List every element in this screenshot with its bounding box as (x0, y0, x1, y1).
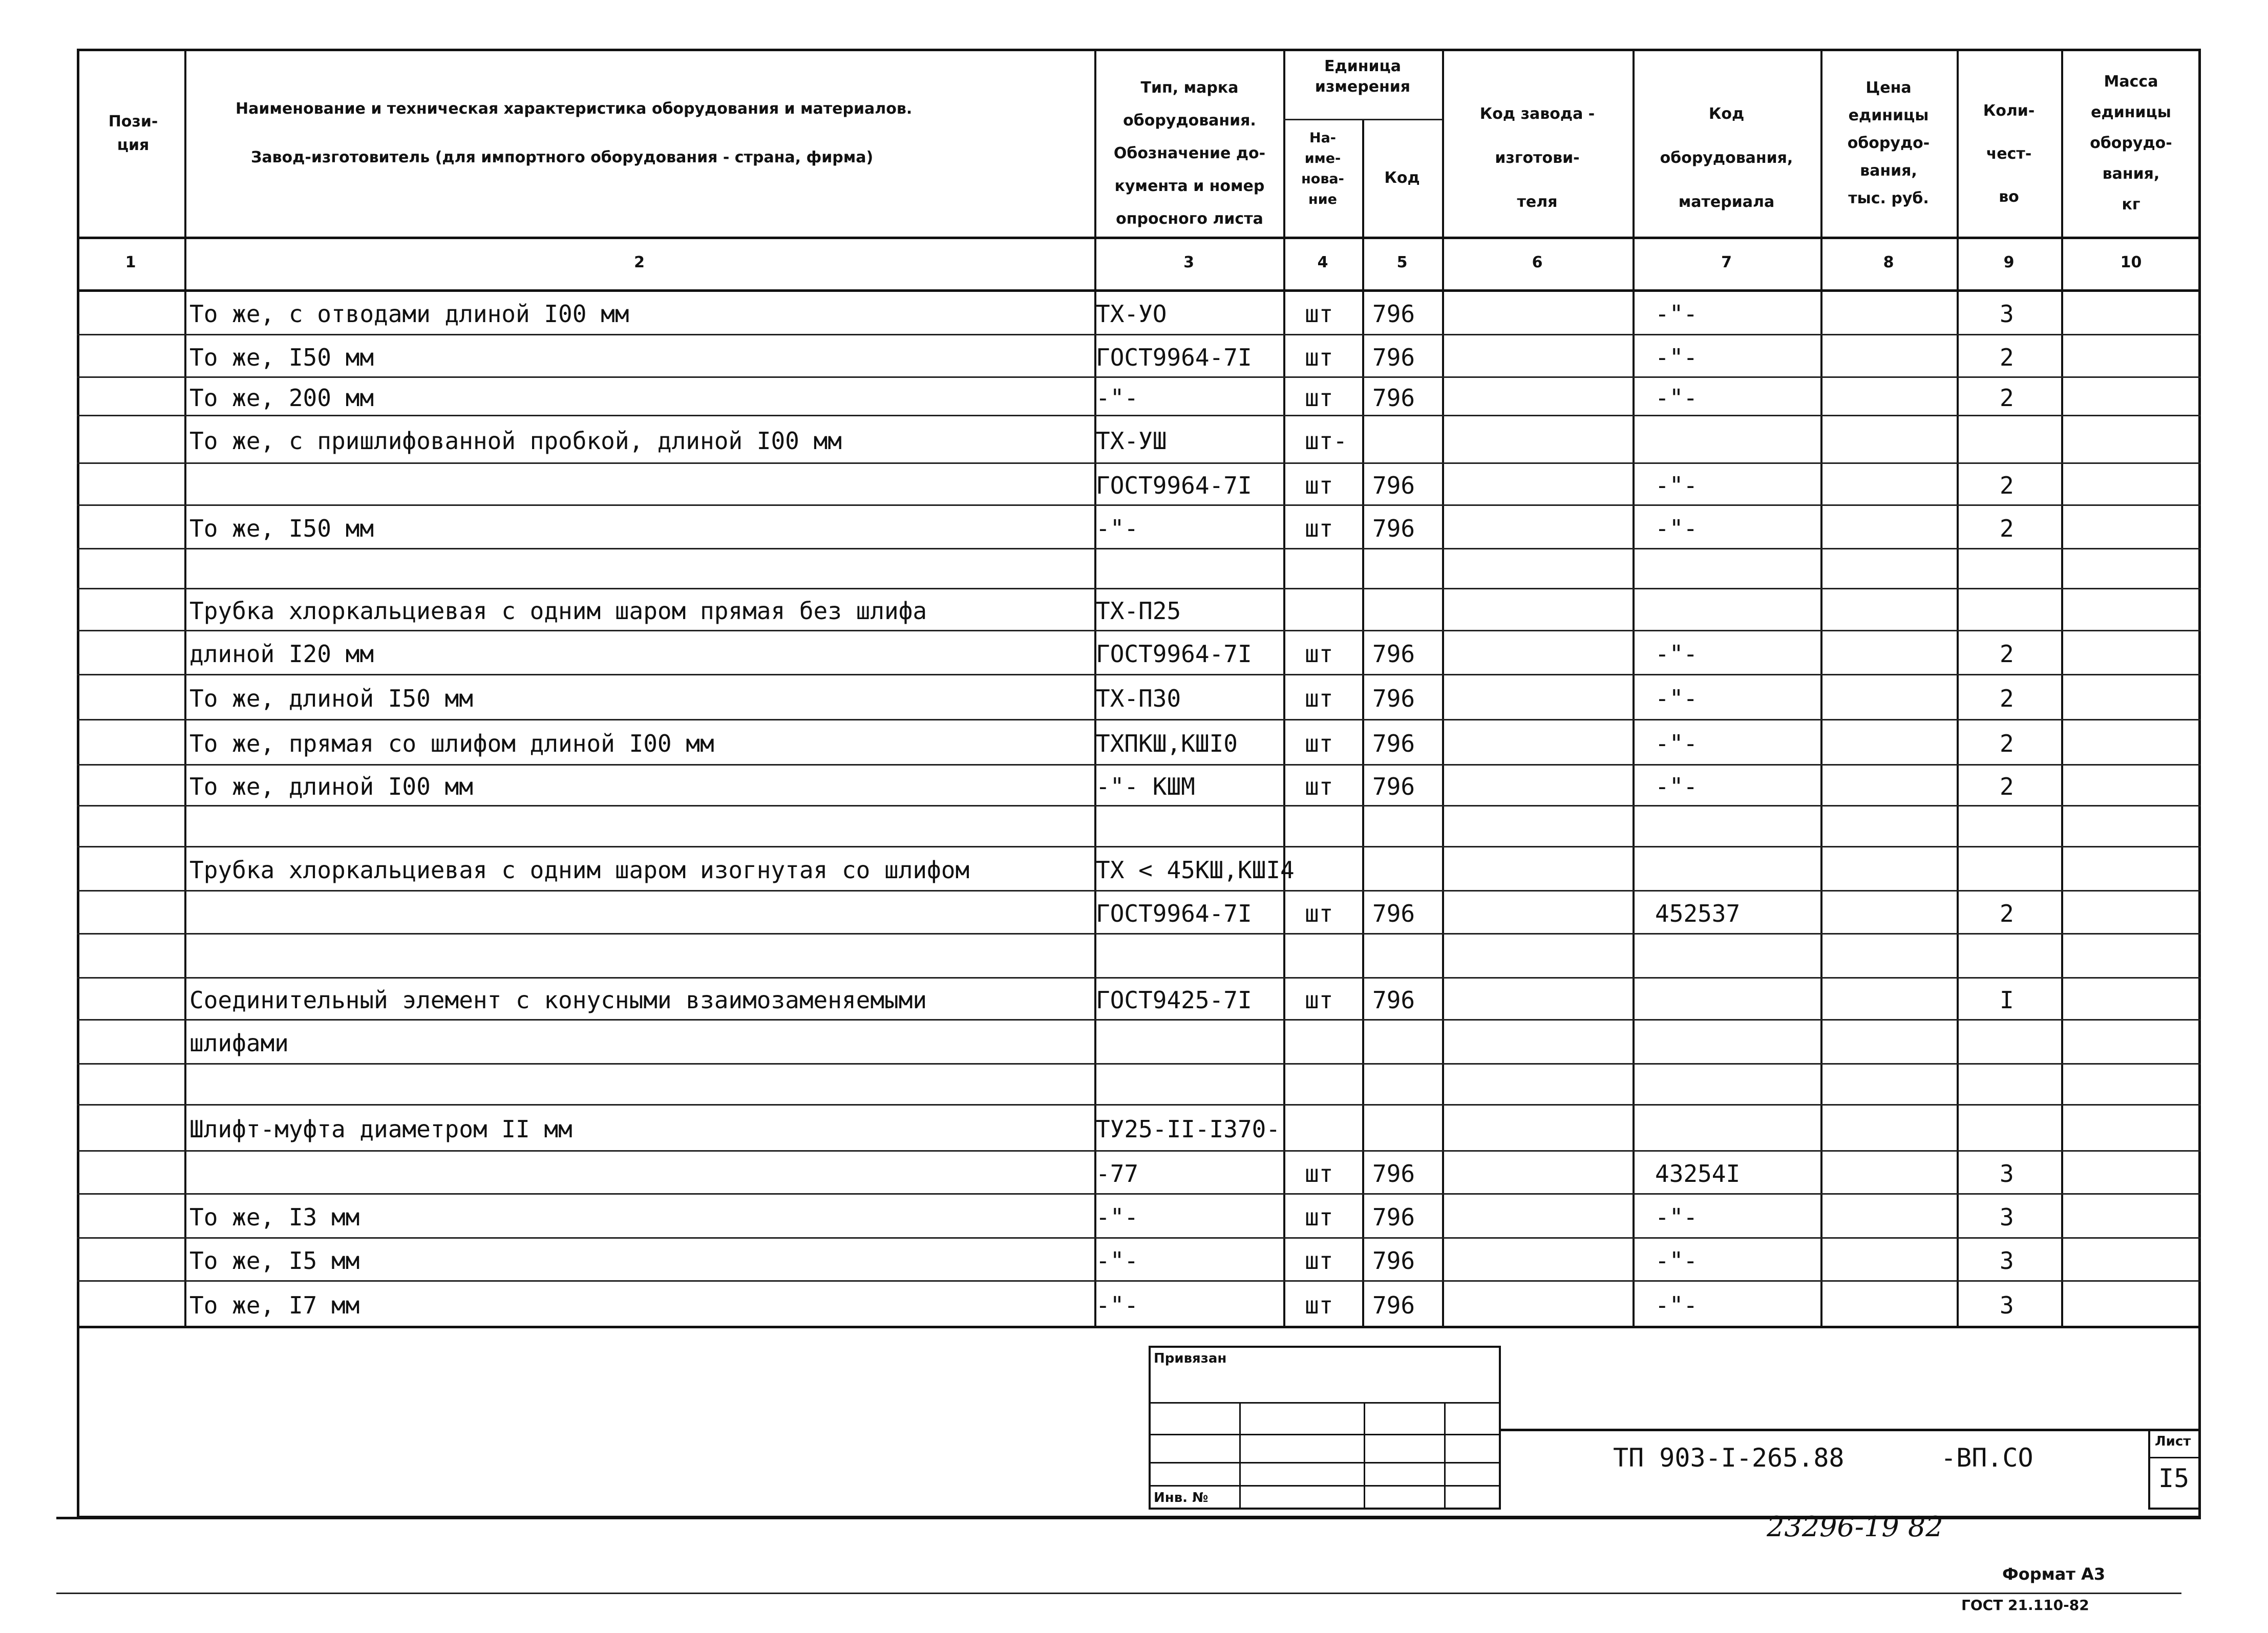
col-divider-1 (184, 49, 186, 1327)
row-separator (77, 1237, 2201, 1239)
row-2-code: 796 (1372, 384, 1415, 412)
row-2-mat: -"- (1655, 384, 1698, 412)
row-4-unit: шт (1305, 472, 1333, 499)
header-position: Пози- ция (108, 113, 158, 154)
row-21-code: 796 (1372, 1203, 1415, 1231)
row-16-qty: I (2000, 986, 2014, 1014)
row-separator (77, 415, 2201, 416)
format-label: Формат А3 (2002, 1564, 2106, 1584)
row-0-type: ТХ-УО (1096, 300, 1167, 328)
row-separator (77, 588, 2201, 589)
stamp-line (1149, 1462, 1501, 1464)
title-block-line (1501, 1429, 2201, 1431)
row-separator (77, 764, 2201, 766)
row-9-name: То же, длиной I50 мм (189, 685, 473, 712)
stamp-divider (1364, 1402, 1365, 1510)
header-quantity: Коли- чест- во (1983, 102, 2035, 206)
stamp-divider (1239, 1402, 1241, 1510)
row-13-name: Трубка хлоркальциевая с одним шаром изогнутая со шлифом (189, 856, 970, 884)
row-20-mat: 43254I (1655, 1160, 1741, 1187)
col-number: 1 (125, 253, 136, 271)
row-14-qty: 2 (2000, 900, 2014, 927)
row-separator (77, 630, 2201, 631)
row-22-code: 796 (1372, 1247, 1415, 1275)
stamp-line (1149, 1402, 1501, 1404)
header-type: Тип, марка оборудования. Обозначение до- кумента и номер опросного листа (1113, 79, 1266, 228)
row-4-qty: 2 (2000, 472, 2014, 499)
row-separator (77, 334, 2201, 335)
row-separator (77, 977, 2201, 979)
row-11-code: 796 (1372, 773, 1415, 800)
row-11-name: То же, длиной I00 мм (189, 773, 473, 800)
col-number: 9 (2003, 253, 2015, 271)
row-separator (77, 890, 2201, 892)
header-unit-code: Код (1384, 169, 1420, 187)
row-2-qty: 2 (2000, 384, 2014, 412)
row-20-type: -77 (1096, 1160, 1139, 1187)
row-10-name: То же, прямая со шлифом длиной I00 мм (189, 730, 714, 757)
row-14-type: ГОСТ9964-7I (1096, 900, 1252, 927)
row-7-type: ТХ-П25 (1096, 597, 1181, 625)
row-7-name: Трубка хлоркальциевая с одним шаром прямая без шлифа (189, 597, 927, 625)
row-21-qty: 3 (2000, 1203, 2014, 1231)
row-16-type: ГОСТ9425-7I (1096, 986, 1252, 1014)
document-suffix: -ВП.СО (1941, 1443, 2033, 1473)
row-separator (77, 1104, 2201, 1106)
row-separator (77, 674, 2201, 675)
gost-label: ГОСТ 21.110-82 (1961, 1597, 2089, 1612)
row-10-code: 796 (1372, 730, 1415, 757)
row-22-name: То же, I5 мм (189, 1247, 360, 1275)
row-22-qty: 3 (2000, 1247, 2014, 1275)
row-11-unit: шт (1305, 773, 1333, 800)
footer-line (56, 1593, 2181, 1594)
row-separator (77, 933, 2201, 935)
row-8-unit: шт (1305, 640, 1333, 668)
col-divider-3 (1283, 49, 1285, 1327)
sheet-label: Лист (2155, 1434, 2191, 1449)
row-23-mat: -"- (1655, 1291, 1698, 1319)
header-mass: Масса единицы оборудо- вания, кг (2090, 73, 2172, 214)
col-number: 2 (634, 253, 645, 271)
row-1-type: ГОСТ9964-7I (1096, 343, 1252, 371)
row-11-type: -"- КШМ (1096, 773, 1195, 800)
header-name-line2: Завод-изготовитель (для импортного оборудования - страна, фирма) (251, 149, 874, 166)
row-23-qty: 3 (2000, 1291, 2014, 1319)
row-separator (77, 719, 2201, 720)
row-8-name: длиной I20 мм (189, 640, 374, 668)
row-23-code: 796 (1372, 1291, 1415, 1319)
row-23-unit: шт (1305, 1291, 1333, 1319)
inventory-label: Инв. № (1154, 1490, 1209, 1505)
handwritten-number: 23296-19 82 (1767, 1511, 1943, 1543)
row-19-type: ТУ25-II-I370- (1096, 1115, 1281, 1143)
row-8-type: ГОСТ9964-7I (1096, 640, 1252, 668)
row-separator (77, 504, 2201, 506)
row-1-unit: шт (1305, 343, 1333, 371)
row-5-unit: шт (1305, 514, 1333, 542)
row-0-code: 796 (1372, 300, 1415, 328)
row-16-code: 796 (1372, 986, 1415, 1014)
row-0-name: То же, с отводами длиной I00 мм (189, 300, 629, 328)
row-separator (77, 1150, 2201, 1152)
row-3-unit: шт- (1305, 427, 1348, 455)
row-16-unit: шт (1305, 986, 1333, 1014)
row-14-mat: 452537 (1655, 900, 1741, 927)
row-3-name: То же, с пришлифованной пробкой, длиной I00 мм (189, 427, 842, 455)
col-number: 4 (1317, 253, 1328, 271)
stamp-line (2148, 1457, 2201, 1458)
row-9-code: 796 (1372, 685, 1415, 712)
col-divider-9 (2061, 49, 2063, 1327)
row-20-qty: 3 (2000, 1160, 2014, 1187)
row-21-unit: шт (1305, 1203, 1333, 1231)
row-10-mat: -"- (1655, 730, 1698, 757)
row-separator (77, 462, 2201, 464)
row-10-qty: 2 (2000, 730, 2014, 757)
row-2-type: -"- (1096, 384, 1139, 412)
row-1-qty: 2 (2000, 343, 2014, 371)
stamp-line (1149, 1485, 1501, 1487)
header-bottom-line (77, 237, 2201, 239)
row-14-code: 796 (1372, 900, 1415, 927)
col-number: 3 (1183, 253, 1194, 271)
sheet-number: I5 (2158, 1464, 2190, 1493)
row-5-type: -"- (1096, 514, 1139, 542)
row-8-mat: -"- (1655, 640, 1698, 668)
header-name-line1: Наименование и техническая характеристика оборудования и материалов. (236, 100, 913, 118)
col-divider-4 (1362, 120, 1364, 1327)
row-20-code: 796 (1372, 1160, 1415, 1187)
row-separator (77, 1019, 2201, 1021)
col-divider-6 (1633, 49, 1635, 1327)
row-separator (77, 548, 2201, 549)
row-4-type: ГОСТ9964-7I (1096, 472, 1252, 499)
row-0-mat: -"- (1655, 300, 1698, 328)
document-code: ТП 903-I-265.88 (1613, 1443, 1845, 1473)
row-11-mat: -"- (1655, 773, 1698, 800)
row-8-code: 796 (1372, 640, 1415, 668)
row-separator (77, 1063, 2201, 1065)
row-5-name: То же, I50 мм (189, 514, 374, 542)
col-number: 10 (2120, 253, 2142, 271)
stamp-divider (1444, 1402, 1446, 1510)
col-number: 6 (1532, 253, 1543, 271)
row-1-code: 796 (1372, 343, 1415, 371)
row-2-name: То же, 200 мм (189, 384, 374, 412)
row-4-code: 796 (1372, 472, 1415, 499)
row-23-name: То же, I7 мм (189, 1291, 360, 1319)
row-22-mat: -"- (1655, 1247, 1698, 1275)
row-19-name: Шлифт-муфта диаметром II мм (189, 1115, 573, 1143)
col-divider-5 (1442, 49, 1444, 1327)
row-5-mat: -"- (1655, 514, 1698, 542)
row-11-qty: 2 (2000, 773, 2014, 800)
col-number: 8 (1883, 253, 1894, 271)
header-factory-code: Код завода - изготови- теля (1479, 105, 1595, 211)
row-9-unit: шт (1305, 685, 1333, 712)
header-price: Цена единицы оборудо- вания, тыс. руб. (1847, 79, 1930, 207)
row-21-mat: -"- (1655, 1203, 1698, 1231)
row-separator (77, 846, 2201, 847)
row-10-type: ТХПКШ,КШI0 (1096, 730, 1238, 757)
row-10-unit: шт (1305, 730, 1333, 757)
row-5-code: 796 (1372, 514, 1415, 542)
row-5-qty: 2 (2000, 514, 2014, 542)
row-1-name: То же, I50 мм (189, 343, 374, 371)
stamp-line (1149, 1434, 1501, 1435)
row-23-type: -"- (1096, 1291, 1139, 1319)
header-unit: Единица измерения (1315, 57, 1411, 96)
row-21-name: То же, I3 мм (189, 1203, 360, 1231)
col-divider-7 (1820, 49, 1822, 1327)
row-2-unit: шт (1305, 384, 1333, 412)
col-divider-8 (1957, 49, 1959, 1327)
unit-subheader-line (1283, 119, 1442, 120)
header-material-code: Код оборудования, материала (1660, 105, 1793, 211)
row-0-unit: шт (1305, 300, 1333, 328)
row-14-unit: шт (1305, 900, 1333, 927)
row-3-type: ТХ-УШ (1096, 427, 1167, 455)
row-9-type: ТХ-П30 (1096, 685, 1181, 712)
row-8-qty: 2 (2000, 640, 2014, 668)
row-separator (77, 376, 2201, 378)
col-number: 7 (1721, 253, 1732, 271)
row-20-unit: шт (1305, 1160, 1333, 1187)
numbers-bottom-line (77, 289, 2201, 292)
row-4-mat: -"- (1655, 472, 1698, 499)
col-number: 5 (1396, 253, 1408, 271)
row-21-type: -"- (1096, 1203, 1139, 1231)
row-13-type: ТХ < 45КШ,КШI4 (1096, 856, 1295, 884)
bound-label: Привязан (1154, 1351, 1227, 1366)
row-separator (77, 805, 2201, 807)
row-9-mat: -"- (1655, 685, 1698, 712)
header-unit-name: На- име- нова- ние (1301, 130, 1344, 207)
row-separator (77, 1193, 2201, 1195)
row-1-mat: -"- (1655, 343, 1698, 371)
row-16-name: Соединительный элемент с конусными взаимозаменяемыми (189, 986, 927, 1014)
table-bottom-line (77, 1326, 2201, 1328)
row-17-name: шлифами (189, 1029, 289, 1057)
row-0-qty: 3 (2000, 300, 2014, 328)
row-22-type: -"- (1096, 1247, 1139, 1275)
row-9-qty: 2 (2000, 685, 2014, 712)
row-separator (77, 1280, 2201, 1282)
row-22-unit: шт (1305, 1247, 1333, 1275)
